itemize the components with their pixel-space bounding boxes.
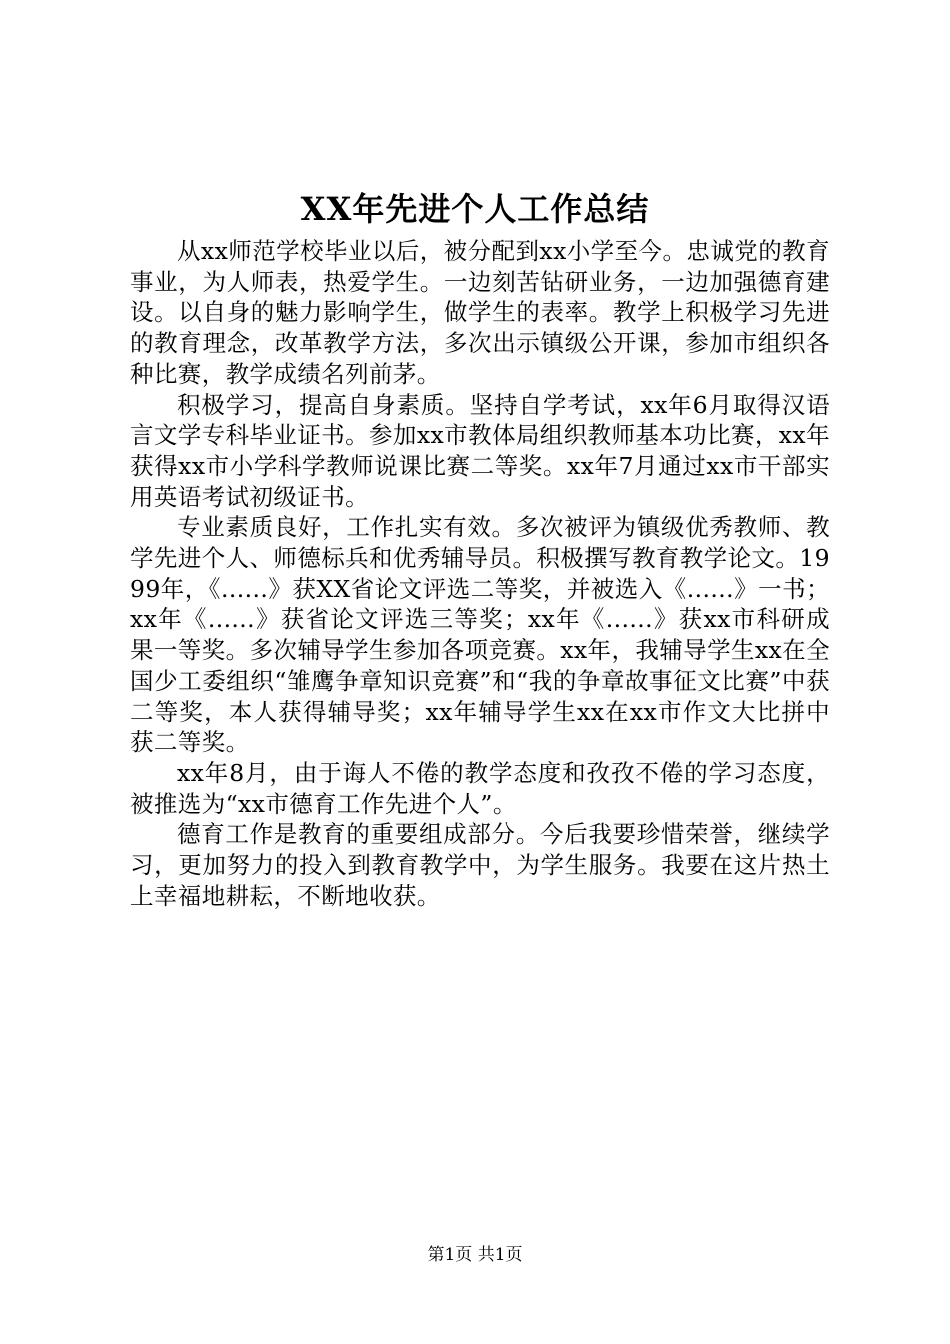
paragraph-3: 专业素质良好，工作扎实有效。多次被评为镇级优秀教师、教学先进个人、师德标兵和优秀辅导员。积极撰写教育教学论文。1999年，《......》获XX省论文评选二等奖，并被选入《......》一书；xx年《......》获省论文评选三等奖；xx年《......》获xx市科研成果一等奖。多次辅导学生参加各项竞赛。xx年，我辅导学生xx在全国少工委组织“雏鹰争章知识竞赛”和“我的争章故事征文比赛”中获二等奖，本人获得辅导奖；xx年辅导学生xx在xx市作文大比拼中获二等奖。 [130,513,830,757]
paragraph-2: 积极学习，提高自身素质。坚持自学考试，xx年6月取得汉语言文学专科毕业证书。参加xx市教体局组织教师基本功比赛，xx年获得xx市小学科学教师说课比赛二等奖。xx年7月通过xx市干部实用英语考试初级证书。 [130,390,830,511]
paragraph-1: 从xx师范学校毕业以后，被分配到xx小学至今。忠诚党的教育事业，为人师表，热爱学生。一边刻苦钻研业务，一边加强德育建设。以自身的魅力影响学生，做学生的表率。教学上积极学习先进的教育理念，改革教学方法，多次出示镇级公开课，参加市组织各种比赛，教学成绩名列前茅。 [130,237,830,388]
page-footer: 第1页 共1页 [427,1245,523,1265]
document-body [130,236,830,911]
paragraph-4: xx年8月，由于诲人不倦的教学态度和孜孜不倦的学习态度，被推选为“xx市德育工作先进个人”。 [130,758,830,818]
paragraph-5: 德育工作是教育的重要组成部分。今后我要珍惜荣誉，继续学习，更加努力的投入到教育教学中，为学生服务。我要在这片热土上幸福地耕耘，不断地收获。 [130,820,830,910]
document-title: XX年先进个人工作总结 [300,190,650,228]
